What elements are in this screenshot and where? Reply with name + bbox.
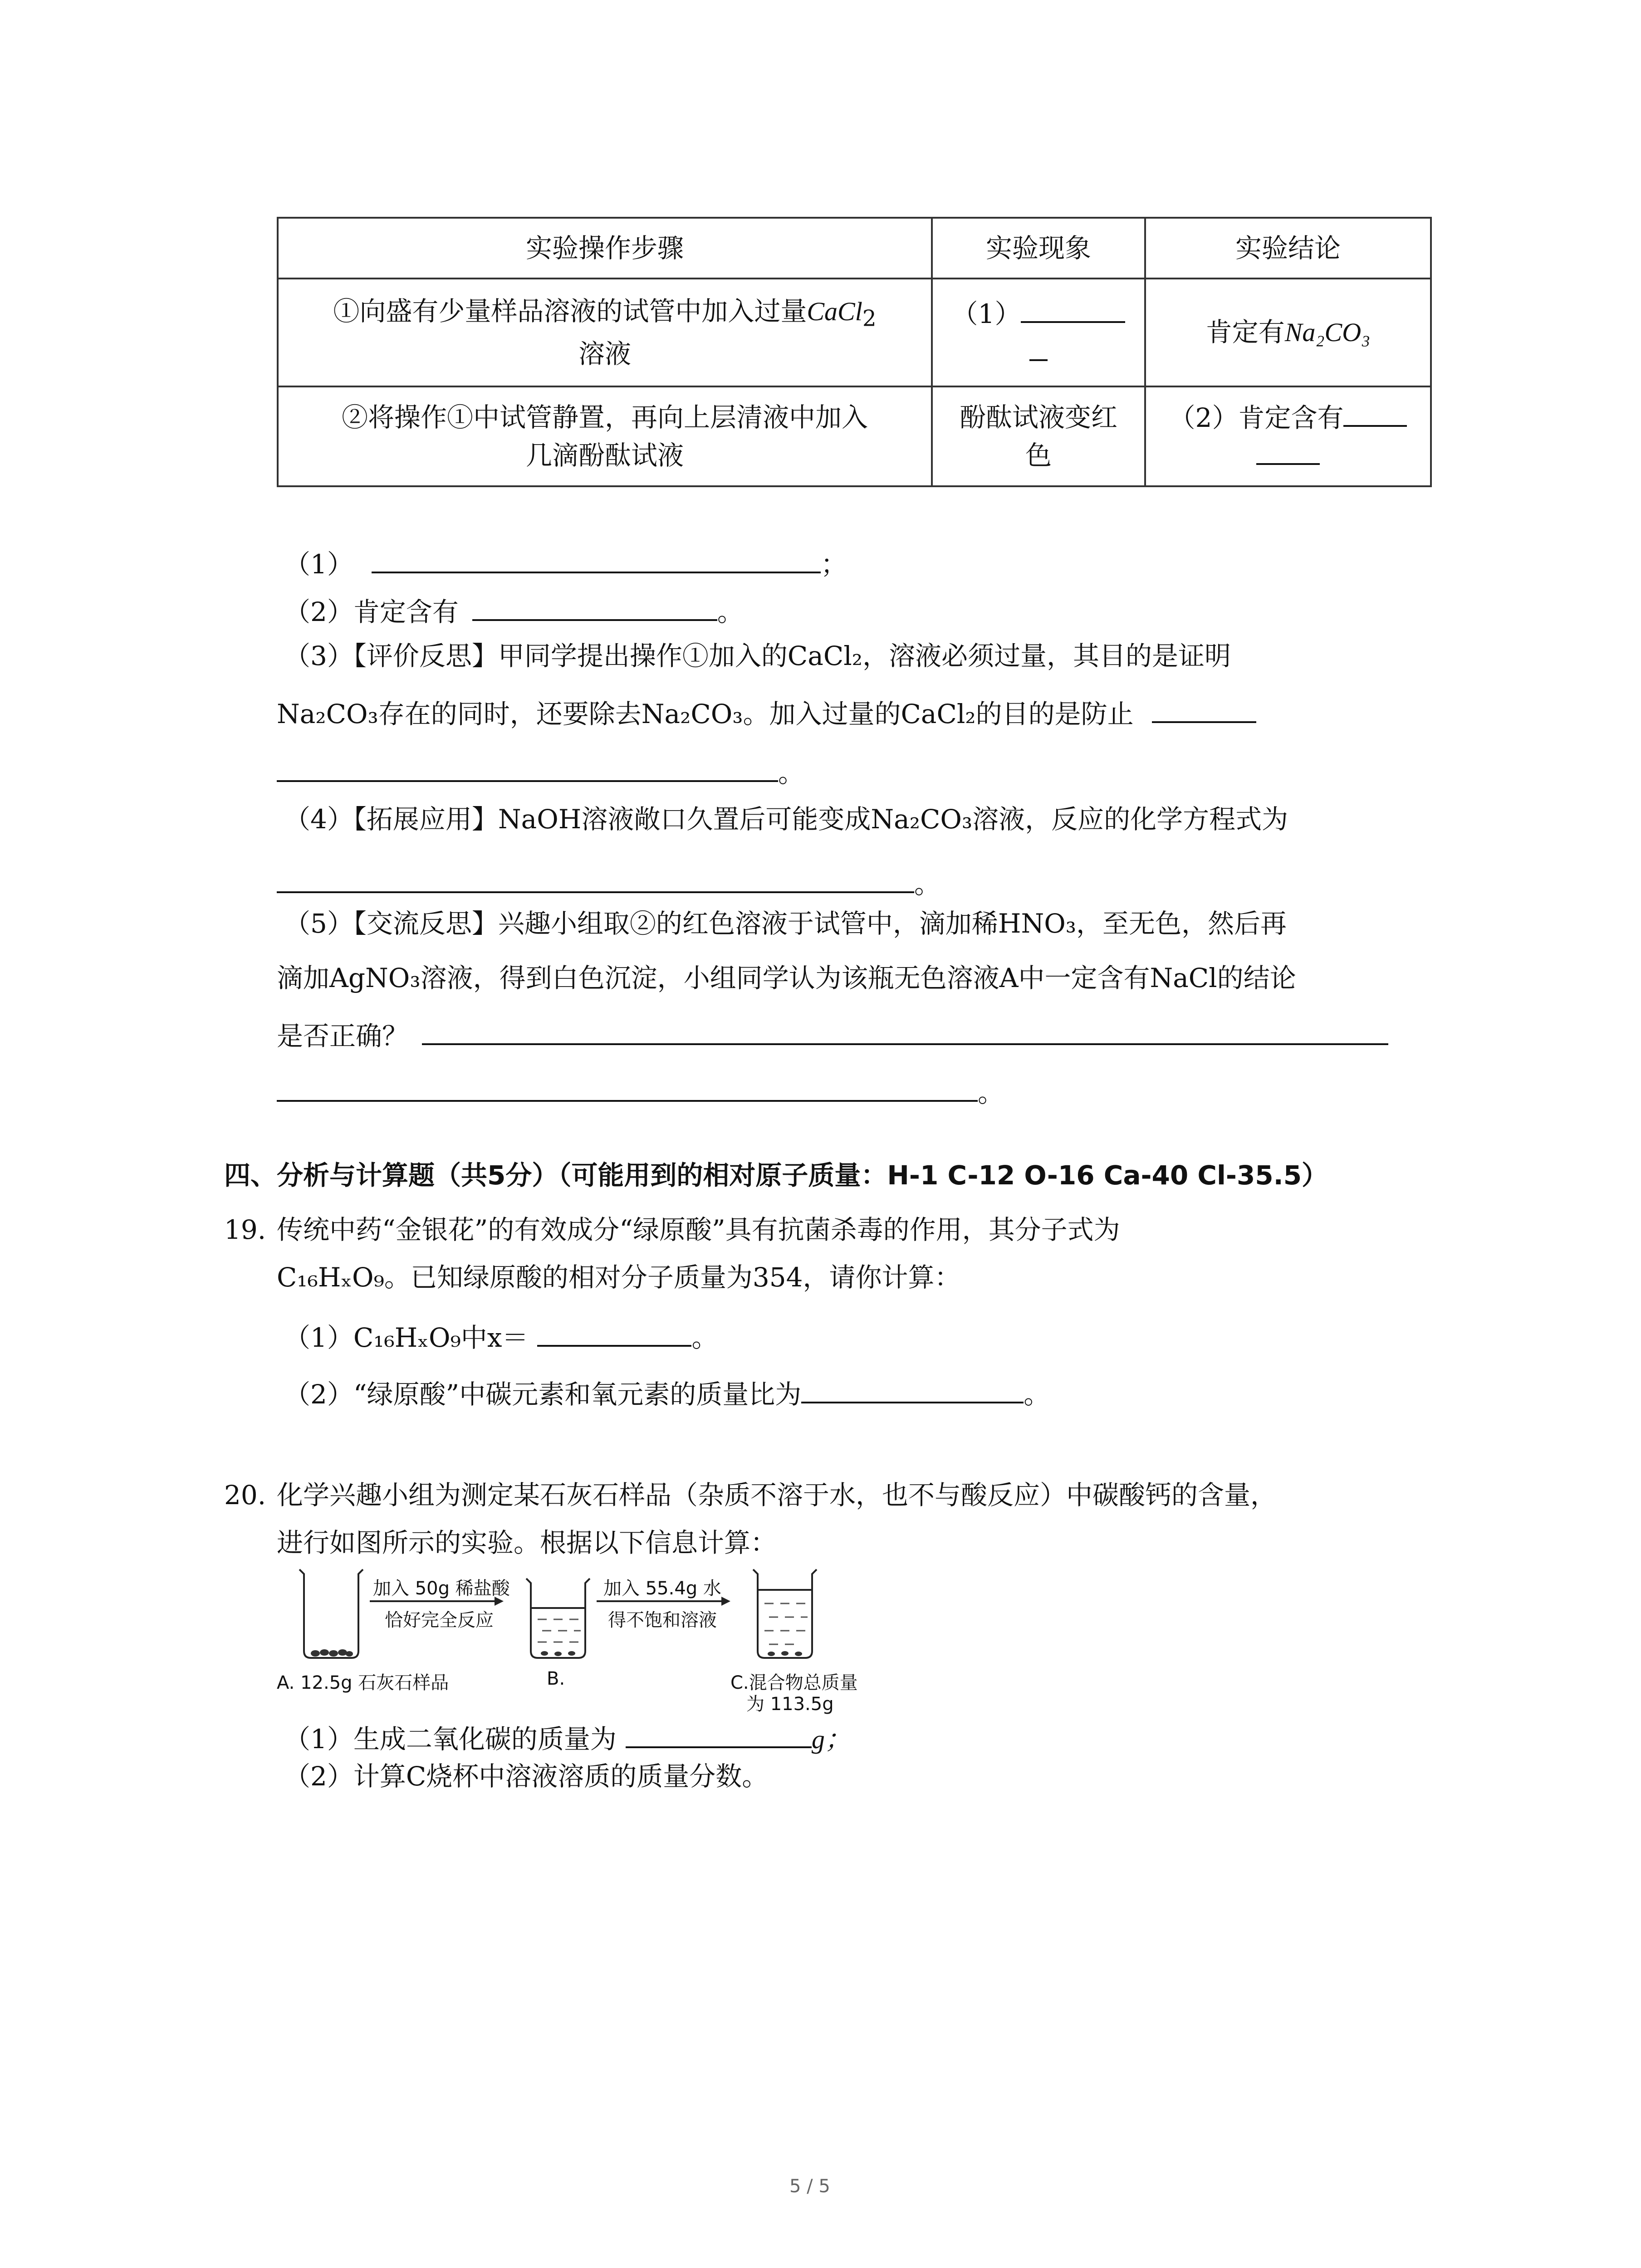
label-beaker-a: A. 12.5g 石灰石样品 <box>277 1672 449 1693</box>
answer-5-blank[interactable] <box>422 1016 1388 1045</box>
answer-3-line1: （3）【评价反思】甲同学提出操作①加入的CaCl₂，溶液必须过量，其目的是证明 <box>284 640 1231 671</box>
row2-conc-blank[interactable] <box>1343 398 1407 427</box>
row1-phen-label: （1） <box>951 298 1021 329</box>
answer-5-line2: 滴加AgNO₃溶液，得到白色沉淀，小组同学认为该瓶无色溶液A中一定含有NaCl的结论 <box>277 963 1296 993</box>
beaker-b <box>526 1579 590 1658</box>
table-header-conclusion: 实验结论 <box>1145 218 1431 279</box>
label-beaker-b: B. <box>547 1668 565 1689</box>
answer-4-line1: （4）【拓展应用】NaOH溶液敞口久置后可能变成Na₂CO₃溶液，反应的化学方程式为 <box>284 804 1288 835</box>
row1-conc-formula: Na₂CO₃ <box>1284 318 1371 347</box>
row1-op-sub: 2 <box>862 306 877 332</box>
table-row2-phenomenon <box>932 386 1145 486</box>
answer-3-line2 <box>277 694 1256 731</box>
row2-phen-text: 酚酞试液变红 <box>959 401 1117 433</box>
arrow-2-top-label: 加入 55.4g 水 <box>603 1578 721 1599</box>
row2-conc-text: （2）肯定含有 <box>1169 402 1344 433</box>
table-header-phenomenon: 实验现象 <box>932 218 1145 279</box>
q20-part2: （2）计算C烧杯中溶液溶质的质量分数。 <box>284 1761 769 1792</box>
q19-line1: 传统中药“金银花”的有效成分“绿原酸”具有抗菌杀毒的作用，其分子式为 <box>277 1214 1120 1245</box>
section-4-heading: 四、分析与计算题（共5分）（可能用到的相对原子质量：H-1 C-12 O-16 Ca-40 Cl-35.5） <box>224 1160 1328 1191</box>
beaker-a <box>299 1569 363 1658</box>
q19-part2-end: 。 <box>1024 1379 1050 1410</box>
q19-number: 19. <box>224 1214 266 1245</box>
q19-part2-text: （2）“绿原酸”中碳元素和氧元素的质量比为 <box>284 1379 802 1410</box>
q20-part1 <box>284 1719 851 1756</box>
answer-3-line3 <box>277 753 804 790</box>
answer-4-end: 。 <box>914 869 941 899</box>
row2-phen-text2: 色 <box>1025 440 1052 471</box>
row1-op-formula: CaCl <box>807 297 862 327</box>
table-row1-conclusion <box>1145 279 1431 386</box>
answer-3-line2-text: Na₂CO₃存在的同时，还要除去Na₂CO₃。加入过量的CaCl₂的目的是防止 <box>277 699 1134 729</box>
answer-5-line1: （5）【交流反思】兴趣小组取②的红色溶液于试管中，滴加稀HNO₃，至无色，然后再 <box>284 908 1287 939</box>
q20-number: 20. <box>224 1480 266 1510</box>
q19-part1 <box>284 1318 718 1354</box>
answer-3-blank[interactable] <box>1152 694 1256 723</box>
answer-1-end: ； <box>820 549 847 580</box>
table-row2-conclusion <box>1145 386 1431 486</box>
answer-4-line2 <box>277 864 941 901</box>
arrow-1-top-label: 加入 50g 稀盐酸 <box>373 1578 510 1599</box>
q20-part1-unit: g； <box>811 1725 851 1754</box>
q20-part1-text: （1）生成二氧化碳的质量为 <box>284 1724 617 1755</box>
table-header-operation: 实验操作步骤 <box>278 218 932 279</box>
answer-2-label: （2）肯定含有 <box>284 596 459 627</box>
answer-1-label: （1） <box>284 549 353 580</box>
answer-5-line3 <box>277 1016 1388 1053</box>
table-row1-operation <box>278 279 932 386</box>
answer-3-blank2[interactable] <box>277 753 778 782</box>
answer-3-end: 。 <box>778 758 805 788</box>
q19-part1-blank[interactable] <box>537 1318 691 1347</box>
table-row1-phenomenon <box>932 279 1145 386</box>
answer-5-line4 <box>277 1073 1004 1110</box>
label-beaker-c-line1: C.混合物总质量 <box>730 1672 858 1693</box>
page-number: 5 / 5 <box>789 2176 830 2197</box>
row2-conc-blank2[interactable] <box>1256 445 1320 465</box>
beaker-c <box>753 1569 817 1658</box>
answer-5-blank2[interactable] <box>277 1073 978 1102</box>
answer-2-blank[interactable] <box>472 592 717 621</box>
q19-part1-text: （1）C₁₆HₓO₉中x＝ <box>284 1322 529 1353</box>
answer-5-end: 。 <box>978 1077 1004 1108</box>
q20-part1-blank[interactable] <box>626 1719 812 1748</box>
row1-phen-blank-tail <box>1029 341 1048 361</box>
experiment-table <box>277 217 1432 487</box>
table-row2-operation <box>278 386 932 486</box>
row1-op-text2: 溶液 <box>578 338 631 369</box>
label-beaker-c-line2: 为 113.5g <box>746 1694 834 1715</box>
arrow-2-bottom-label: 得不饱和溶液 <box>608 1610 717 1631</box>
experiment-figure <box>272 1560 862 1715</box>
row2-op-text: ②将操作①中试管静置，再向上层清液中加入 <box>341 401 868 433</box>
arrow-1-bottom-label: 恰好完全反应 <box>385 1610 494 1631</box>
q20-line1: 化学兴趣小组为测定某石灰石样品（杂质不溶于水，也不与酸反应）中碳酸钙的含量， <box>277 1480 1277 1510</box>
answer-4-blank[interactable] <box>277 864 914 893</box>
q19-part2 <box>284 1374 1050 1411</box>
row1-phen-blank[interactable] <box>1021 294 1125 323</box>
answer-2-end: 。 <box>717 596 744 627</box>
answer-1 <box>284 544 847 581</box>
row2-op-text2: 几滴酚酞试液 <box>525 440 684 471</box>
row1-op-text: ①向盛有少量样品溶液的试管中加入过量 <box>333 296 807 327</box>
q19-line2: C₁₆HₓO₉。已知绿原酸的相对分子质量为354，请你计算： <box>277 1262 961 1293</box>
row1-conc-text: 肯定有 <box>1205 317 1285 348</box>
q19-part2-blank[interactable] <box>801 1374 1024 1403</box>
answer-5-line3-text: 是否正确？ <box>277 1021 409 1051</box>
q19-part1-end: 。 <box>691 1322 718 1353</box>
answer-1-blank[interactable] <box>372 544 821 573</box>
answer-2 <box>284 592 744 629</box>
q20-line2: 进行如图所示的实验。根据以下信息计算： <box>277 1527 777 1558</box>
